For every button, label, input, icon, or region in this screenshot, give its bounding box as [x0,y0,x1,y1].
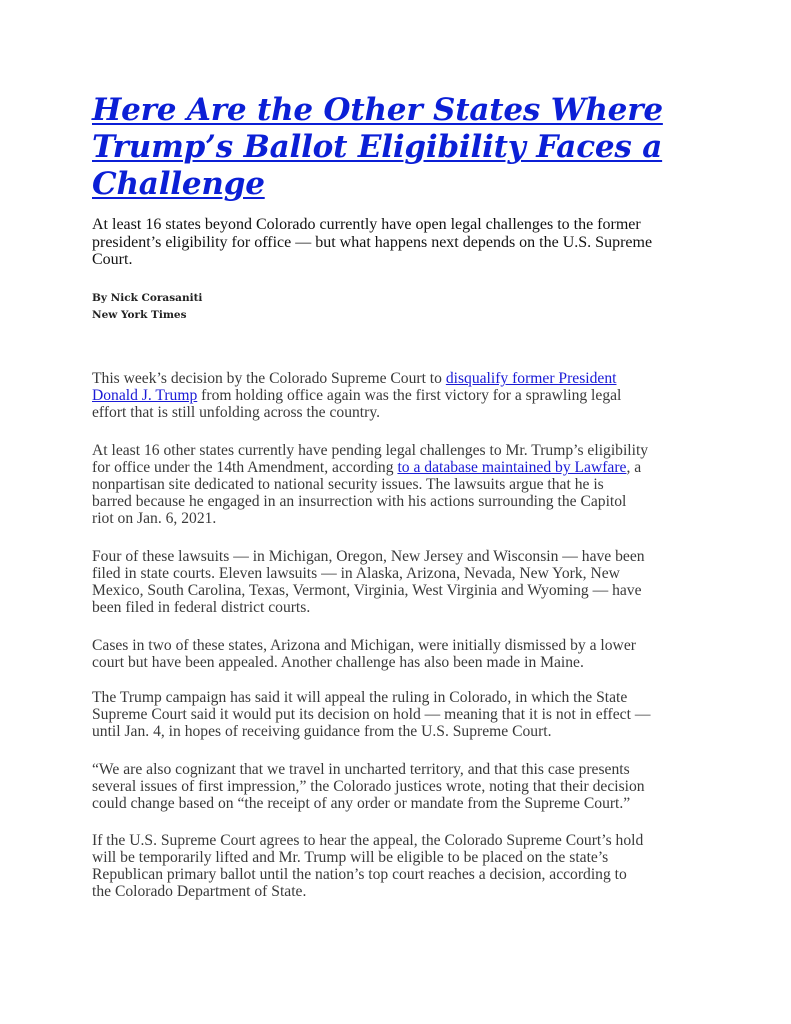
paragraph-line: The Trump campaign has said it will appeal the ruling in Colorado, in which the State [92,689,628,706]
paragraph-line: If the U.S. Supreme Court agrees to hear the appeal, the Colorado Supreme Court’s hold [92,832,644,849]
article-dek [92,216,712,269]
paragraph-line: Cases in two of these states, Arizona and Michigan, were initially dismissed by a lower [92,637,636,654]
paragraph-line: will be temporarily lifted and Mr. Trump will be eligible to be placed on the state’s [92,849,609,866]
paragraph-6 [92,761,712,812]
paragraph-line: could change based on “the receipt of any order or mandate from the Supreme Court.” [92,795,631,812]
dek-line-1: At least 16 states beyond Colorado currently have open legal challenges to the former [92,216,641,233]
dek-line-2: president’s eligibility for office — but what happens next depends on the U.S. Supreme [92,233,653,251]
text-run: , a [626,459,642,476]
paragraph-1 [92,370,712,421]
paragraph-2 [92,442,712,527]
paragraph-line [92,459,712,476]
paragraph-line: At least 16 other states currently have pending legal challenges to Mr. Trump’s eligibility [92,442,649,459]
disqualify-trump-link[interactable]: disqualify former President [445,370,617,387]
paragraph-line: “We are also cognizant that we travel in uncharted territory, and that this case presents [92,761,630,778]
paragraph-3 [92,548,712,616]
paragraph-line: effort that is still unfolding across the country. [92,404,380,421]
paragraph-line: barred because he engaged in an insurrection with his actions surrounding the Capitol [92,493,627,510]
paragraph-line: until Jan. 4, in hopes of receiving guidance from the U.S. Supreme Court. [92,723,552,740]
dek-line-3: Court. [92,251,133,269]
text-run: from holding office again was the first victory for a sprawling legal [197,387,622,404]
paragraph-4 [92,637,712,671]
paragraph-line: riot on Jan. 6, 2021. [92,510,217,527]
headline-line-1: Here Are the Other States Where [92,92,663,128]
paragraph-line: several issues of first impression,” the Colorado justices wrote, noting that their decision [92,778,645,795]
paragraph-line: Mexico, South Carolina, Texas, Vermont, Virginia, West Virginia and Wyoming — have [92,582,642,599]
disqualify-trump-link-continued[interactable]: Donald J. Trump [92,387,198,404]
paragraph-line: been filed in federal district courts. [92,599,311,616]
text-run: for office under the 14th Amendment, according [92,459,398,476]
headline-line-3: Challenge [92,166,265,202]
paragraph-line: Republican primary ballot until the nation’s top court reaches a decision, according to [92,866,627,883]
article-headline-link[interactable] [92,92,712,203]
text-run: This week’s decision by the Colorado Supreme Court to [92,370,446,387]
lawfare-database-link[interactable]: to a database maintained by Lawfare [397,459,627,476]
paragraph-line: Supreme Court said it would put its decision on hold — meaning that it is not in effect — [92,706,651,723]
paragraph-5 [92,689,712,740]
byline [92,290,202,324]
paragraph-line: filed in state courts. Eleven lawsuits — in Alaska, Arizona, Nevada, New York, New [92,565,620,582]
paragraph-line: nonpartisan site dedicated to national security issues. The lawsuits argue that he is [92,476,604,493]
paragraph-line: the Colorado Department of State. [92,883,307,900]
byline-publication: New York Times [92,309,187,321]
paragraph-line [92,370,712,387]
paragraph-7 [92,832,712,900]
headline-line-2: Trump’s Ballot Eligibility Faces a [92,129,663,165]
paragraph-line: Four of these lawsuits — in Michigan, Oregon, New Jersey and Wisconsin — have been [92,548,645,565]
paragraph-line [92,387,712,404]
paragraph-line: court but have been appealed. Another challenge has also been made in Maine. [92,654,584,671]
byline-author: By Nick Corasaniti [92,292,203,304]
